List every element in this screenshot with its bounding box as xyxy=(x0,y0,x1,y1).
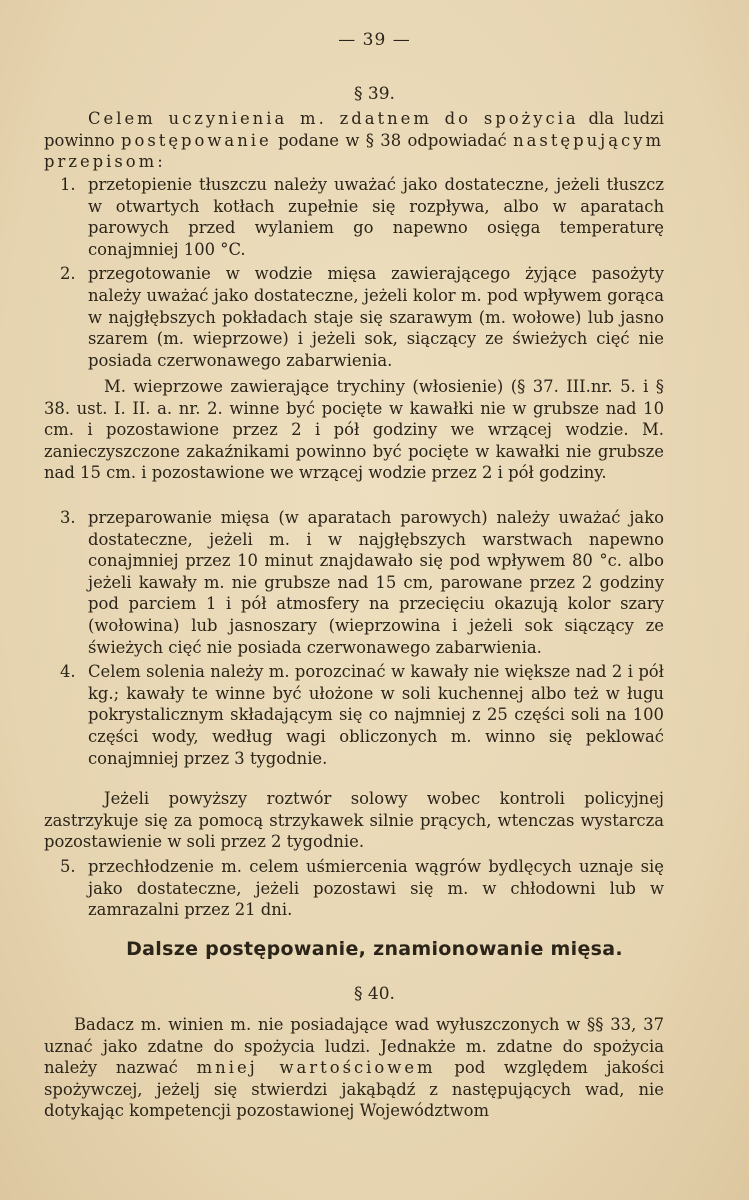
intro-part1: Celem uczynienia m. zdatnem do spożycia xyxy=(88,109,579,128)
intro-part5: następującym przepisom: xyxy=(44,130,664,172)
item-number: 4. xyxy=(60,662,76,682)
section-39-heading: § 39. xyxy=(354,84,395,104)
page-number: — 39 — xyxy=(338,30,411,50)
rules-list-c xyxy=(44,856,664,921)
list-item xyxy=(44,661,664,769)
intro-part2: dla ludzi powinno xyxy=(44,109,664,150)
brine-paragraph: Jeżeli powyższy roztwór solowy wobec kontroli policyjnej zastrzykuje się za pomocą strzykawek silnie prących, wtenczas wystarcza pozostawienie w soli przez 2 tygodnie. xyxy=(44,789,664,852)
list-item xyxy=(44,174,664,260)
intro-paragraph xyxy=(44,108,664,173)
rules-list-a xyxy=(44,174,664,371)
item-number: 1. xyxy=(60,175,76,194)
item-text: przetopienie tłuszczu należy uważać jako dostateczne, jeżeli tłuszcz w otwartych kotłach zupełnie się rozpływa, albo w aparatach parowych przed wylaniem go napewno osięga temperaturę conajmniej 100 °C. xyxy=(88,175,664,259)
list-item xyxy=(44,263,664,371)
final-part2-emphasis: mniej wartościowem xyxy=(196,1058,436,1078)
section-40-heading: § 40. xyxy=(354,984,395,1004)
intro-part4: podane w § 38 odpowiadać xyxy=(271,130,514,150)
item-text: przeparowanie mięsa (w aparatach parowych) należy uważać jako dostateczne, jeżeli m. i w najgłębszych warstwach napewno conajmniej przez 10 minut znajdawało się pod wpływem 80 °c. albo jeżeli kawały m. nie grubsze nad 15 cm, parowane przez 2 godziny pod parciem 1 i pół atmosfery na przecięciu okazują kolor szary (wołowina) lub jasnoszary (wieprzowina i jeżeli sok siączący ze świeżych cięć nie posiada czerwonawego zabarwienia. xyxy=(88,508,664,657)
item-text: przegotowanie w wodzie mięsa zawierającego żyjące pasożyty należy uważać jako dostateczne, jeżeli kolor m. pod wpływem gorąca w najgłębszych pokładach staje się szarawym (m. wołowe) lub jasno szarem (m. wieprzowe) i jeżeli sok, siączący ze świeżych cięć nie posiada czerwonawego zabarwienia. xyxy=(88,264,664,370)
item-text: Celem solenia należy m. porozcinać w kawały nie większe nad 2 i pół kg.; kawały te winne być ułożone w soli kuchennej albo też w ługu pokrystalicznym składającym się co najmniej z 25 części soli na 100 części wody, według wagi obliczonych m. winno się peklować conajmniej przez 3 tygodnie. xyxy=(88,662,664,768)
chapter-heading: Dalsze postępowanie, znamionowanie mięsa. xyxy=(126,938,623,960)
item-number: 2. xyxy=(60,264,76,284)
final-part3: pod względem jakości spożywczej, jeżelj się stwierdzi jakąbądź z następujących wad, nie dotykając kompetencji pozostawionej Województwom xyxy=(44,1058,665,1121)
trichina-paragraph: M. wieprzowe zawierające trychiny (włosienie) (§ 37. III.nr. 5. i § 38. ust. I. II. a. nr. 2. winne być pocięte w kawałki nie w grubsze nad 10 cm. i pozostawione przez 2 i pół godziny we wrzącej wodzie. M. zanieczyszczone zakaźnikami powinno być pocięte w kawałki nie grubsze nad 15 cm. i pozostawione we wrzącej wodzie przez 2 i pół godziny. xyxy=(44,377,664,483)
section-40-paragraph xyxy=(44,1014,664,1122)
intro-part3: postępowanie xyxy=(120,130,272,150)
final-part1: Badacz m. winien m. nie posiadające wad wyłuszczonych w §§ 33, 37 uznać jako zdatne do spożycia ludzi. Jednakże m. zdatne do spożycia należy nazwać xyxy=(44,1015,664,1078)
rules-list-b xyxy=(44,507,664,769)
list-item xyxy=(44,856,664,921)
item-text: przechłodzenie m. celem uśmiercenia wągrów bydlęcych uznaje się jako dostateczne, jeżeli pozostawi się m. w chłodowni lub w zamrazalni przez 21 dni. xyxy=(88,857,664,920)
item-number: 3. xyxy=(60,508,76,527)
list-item xyxy=(44,507,664,658)
item-number: 5. xyxy=(60,857,76,876)
